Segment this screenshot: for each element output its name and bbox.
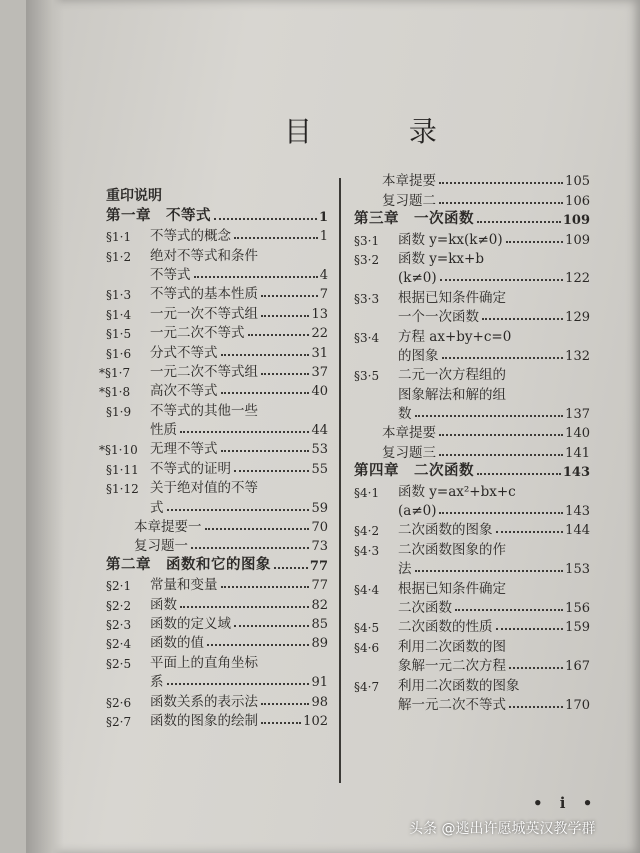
- page-ref: 82: [311, 597, 328, 613]
- page-ref: 73: [311, 539, 328, 555]
- section-number: §2·7: [106, 714, 132, 729]
- page-ref: 132: [565, 348, 590, 364]
- toc-entry-continuation: [106, 671, 328, 690]
- page-ref: 141: [565, 445, 590, 461]
- entry-label: 函数 y=ax²+bx+c: [398, 483, 516, 500]
- entry-label: 的图象: [398, 347, 439, 364]
- toc-entry-continuation: [106, 496, 328, 515]
- dot-leader: [167, 683, 310, 685]
- entry-label: 常量和变量: [150, 577, 218, 594]
- entry-label: 绝对不等式和条件: [150, 247, 258, 264]
- entry-label: 分式不等式: [150, 344, 218, 361]
- toc-entry: [354, 248, 590, 267]
- dot-leader: [234, 470, 309, 472]
- dot-leader: [439, 202, 563, 204]
- entry-label: 函数 y=kx+b: [398, 250, 484, 267]
- dot-leader: [234, 237, 318, 239]
- dot-leader: [442, 357, 564, 359]
- page-ref: 31: [311, 345, 328, 361]
- dot-leader: [221, 354, 310, 356]
- entry-label: 函数的图象的绘制: [150, 712, 258, 729]
- toc-summary: [106, 535, 328, 554]
- toc-entry-continuation: [354, 597, 590, 616]
- dot-leader: [214, 218, 317, 220]
- page-ref: 7: [319, 287, 328, 303]
- toc-entry: [106, 283, 328, 302]
- toc-chapter: [106, 554, 328, 573]
- dot-leader: [496, 628, 564, 630]
- dot-leader: [180, 606, 309, 608]
- section-number: §2·5: [106, 656, 132, 671]
- dot-leader: [207, 644, 309, 646]
- section-number: §1·6: [106, 346, 132, 361]
- toc-entry-continuation: [354, 383, 590, 402]
- entry-label: 方程 ax+by+c=0: [398, 328, 512, 345]
- toc-summary: [354, 170, 590, 189]
- page-ref: 143: [565, 504, 590, 520]
- dot-leader: [509, 706, 563, 708]
- section-number: *§1·8: [99, 385, 131, 400]
- dot-leader: [234, 625, 309, 627]
- page-ref: 167: [565, 659, 590, 675]
- entry-label: 利用二次函数的图: [398, 638, 506, 655]
- toc-summary: [354, 422, 590, 441]
- toc-entry: [106, 302, 328, 321]
- entry-label: 根据已知条件确定: [398, 580, 506, 597]
- page-ref: 22: [311, 326, 328, 342]
- toc-entry: [106, 710, 328, 729]
- entry-label: 二元一次方程组的: [398, 367, 506, 384]
- section-number: §4·3: [354, 543, 380, 558]
- dot-leader: [440, 279, 564, 281]
- entry-label: 二次函数: [398, 599, 452, 616]
- entry-label: 二次函数的图象: [398, 522, 493, 539]
- page-ref: 102: [303, 713, 328, 729]
- toc-entry: [106, 457, 328, 476]
- page-ref: 109: [562, 213, 590, 229]
- entry-label: 性质: [150, 422, 177, 439]
- page-ref: 4: [319, 267, 328, 283]
- entry-label: (k≠0): [398, 270, 437, 287]
- toc-entry: [354, 364, 590, 383]
- section-number: §2·2: [106, 598, 132, 613]
- entry-label: 函数 y=kx(k≠0): [398, 231, 503, 248]
- toc-entry: [354, 577, 590, 596]
- toc-entry: [106, 341, 328, 360]
- toc-entry: [99, 361, 328, 380]
- page-ref: 1: [319, 229, 328, 245]
- entry-label: 二次函数的性质: [398, 619, 493, 636]
- toc-entry: [106, 244, 328, 263]
- toc-entry-continuation: [354, 500, 590, 519]
- entry-label: 第三章 一次函数: [354, 210, 474, 228]
- toc-entry-continuation: [354, 558, 590, 577]
- section-number: §4·5: [354, 621, 380, 636]
- section-number: §3·4: [354, 330, 380, 345]
- dot-leader: [482, 318, 563, 320]
- entry-label: 数: [398, 406, 412, 423]
- toc-entry: [106, 593, 328, 612]
- toc-chapter: [106, 205, 328, 224]
- page-ref: 129: [565, 310, 590, 326]
- entry-label: 复习题三: [382, 444, 436, 461]
- dot-leader: [439, 454, 563, 456]
- dot-leader: [167, 509, 310, 511]
- dot-leader: [261, 315, 309, 317]
- dot-leader: [261, 722, 301, 724]
- section-number: §3·2: [354, 252, 380, 267]
- page-ref: 53: [311, 442, 328, 458]
- dot-leader: [261, 703, 309, 705]
- dot-leader: [221, 586, 310, 588]
- section-number: §1·1: [106, 230, 132, 245]
- page-ref: 13: [311, 306, 328, 322]
- dot-leader: [261, 295, 318, 297]
- section-number: §3·3: [354, 291, 380, 306]
- entry-label: 函数的定义域: [150, 615, 231, 632]
- toc-entry-continuation: [106, 419, 328, 438]
- entry-label: 复习题二: [382, 192, 436, 209]
- toc-entry: [106, 322, 328, 341]
- dot-leader: [496, 531, 564, 533]
- section-number: §1·5: [106, 327, 132, 342]
- book-binding: [26, 0, 64, 853]
- entry-label: 本章提要: [382, 173, 436, 190]
- dot-leader: [506, 241, 564, 243]
- toc-entry-continuation: [354, 655, 590, 674]
- toc-entry-continuation: [354, 403, 590, 422]
- page-ref: 1: [318, 209, 328, 225]
- toc-entry-continuation: [354, 345, 590, 364]
- dot-leader: [221, 392, 310, 394]
- toc-entry: [106, 477, 328, 496]
- section-number: §4·2: [354, 524, 380, 539]
- page-ref: 109: [565, 232, 590, 248]
- section-number: §3·1: [354, 233, 380, 248]
- page-ref: 140: [565, 426, 590, 442]
- toc-entry: [106, 399, 328, 418]
- toc-right-column: [354, 170, 590, 713]
- dot-leader: [477, 221, 561, 223]
- page-number: • i •: [533, 794, 599, 812]
- dot-leader: [194, 276, 318, 278]
- toc-entry: [354, 480, 590, 499]
- toc-entry-continuation: [354, 267, 590, 286]
- page-ref: 44: [311, 423, 328, 439]
- toc-entry-continuation: [354, 694, 590, 713]
- entry-label: 式: [150, 499, 164, 516]
- page-ref: 98: [311, 694, 328, 710]
- page-ref: 55: [311, 461, 328, 477]
- watermark: 头条 @逃出许愿城英汉教学群: [409, 821, 596, 837]
- toc-entry: [354, 635, 590, 654]
- page-ref: 170: [565, 697, 590, 713]
- dot-leader: [477, 473, 561, 475]
- toc-entry: [354, 616, 590, 635]
- dot-leader: [248, 334, 310, 336]
- toc-entry: [354, 538, 590, 557]
- page-ref: 37: [311, 364, 328, 380]
- section-number: §2·4: [106, 637, 132, 652]
- dot-leader: [191, 547, 309, 549]
- section-number: *§1·7: [99, 365, 131, 380]
- entry-label: 一元二次不等式: [150, 325, 245, 342]
- toc-left-column: [99, 186, 328, 729]
- toc-entry-continuation: [106, 264, 328, 283]
- dot-leader: [221, 450, 310, 452]
- entry-label: 函数: [150, 596, 177, 613]
- entry-label: 本章提要一: [134, 519, 202, 536]
- toc-entry: [99, 438, 328, 458]
- toc-entry: [106, 225, 328, 244]
- page-ref: 105: [565, 174, 590, 190]
- toc-entry: [354, 674, 590, 693]
- entry-label: 二次函数图象的作: [398, 541, 506, 558]
- entry-label: 第四章 二次函数: [354, 462, 474, 480]
- section-number: §2·3: [106, 617, 132, 632]
- section-number: §2·6: [106, 695, 132, 710]
- entry-label: 利用二次函数的图象: [398, 677, 520, 694]
- entry-label: 法: [398, 561, 412, 578]
- toc-entry: [106, 690, 328, 709]
- page-ref: 144: [565, 523, 590, 539]
- entry-label: 函数的值: [150, 635, 204, 652]
- entry-label: 不等式的证明: [150, 460, 231, 477]
- entry-label: 第二章 函数和它的图象: [106, 555, 271, 573]
- entry-label: 关于绝对值的不等: [150, 480, 258, 497]
- toc-chapter: [354, 461, 590, 480]
- entry-label: 本章提要: [382, 425, 436, 442]
- column-divider: [339, 178, 341, 783]
- entry-label: 平面上的直角坐标: [150, 654, 258, 671]
- page-ref: 106: [565, 193, 590, 209]
- dot-leader: [439, 512, 563, 514]
- dot-leader: [509, 667, 563, 669]
- entry-label: 一元一次不等式组: [150, 305, 258, 322]
- entry-label: 重印说明: [106, 188, 162, 205]
- dot-leader: [415, 415, 564, 417]
- dot-leader: [439, 182, 563, 184]
- section-number: §1·9: [106, 404, 132, 419]
- page-ref: 137: [565, 407, 590, 423]
- dot-leader: [439, 434, 563, 436]
- page-ref: 77: [311, 578, 328, 594]
- dot-leader: [205, 528, 310, 530]
- section-number: §1·11: [106, 462, 139, 477]
- dot-leader: [415, 570, 564, 572]
- entry-label: 不等式的基本性质: [150, 286, 258, 303]
- entry-label: 不等式的其他一些: [150, 402, 258, 419]
- entry-label: 第一章 不等式: [106, 206, 211, 224]
- dot-leader: [274, 567, 308, 569]
- page-ref: 91: [311, 675, 328, 691]
- page-ref: 85: [311, 616, 328, 632]
- page-title: 目 录: [284, 115, 481, 148]
- entry-label: 函数关系的表示法: [150, 693, 258, 710]
- toc-summary: [106, 516, 328, 535]
- page-ref: 159: [565, 620, 590, 636]
- section-number: §2·1: [106, 579, 132, 594]
- toc-chapter: [354, 209, 590, 228]
- toc-entry: [106, 613, 328, 632]
- entry-label: 解一元二次不等式: [398, 696, 506, 713]
- entry-label: 一元二次不等式组: [150, 363, 258, 380]
- section-number: §1·3: [106, 288, 132, 303]
- page-ref: 143: [562, 465, 590, 481]
- entry-label: (a≠0): [398, 503, 437, 520]
- dot-leader: [180, 431, 309, 433]
- toc-entry-continuation: [354, 306, 590, 325]
- toc-entry: [354, 325, 590, 344]
- page-ref: 40: [311, 384, 328, 400]
- section-number: §1·12: [106, 482, 139, 497]
- page-ref: 153: [565, 562, 590, 578]
- entry-label: 高次不等式: [150, 383, 218, 400]
- entry-label: 图象解法和解的组: [398, 386, 506, 403]
- toc-entry: [354, 519, 590, 538]
- section-number: *§1·10: [99, 443, 138, 458]
- toc-summary: [354, 441, 590, 460]
- toc-summary: [354, 189, 590, 208]
- entry-label: 一个一次函数: [398, 309, 479, 326]
- section-number: §4·4: [354, 582, 380, 597]
- toc-entry: [106, 574, 328, 593]
- toc-entry: [99, 380, 328, 400]
- page-ref: 89: [311, 636, 328, 652]
- book-page: [26, 0, 640, 853]
- toc-heading: [106, 186, 328, 205]
- section-number: §1·2: [106, 249, 132, 264]
- page-ref: 59: [311, 500, 328, 516]
- page-ref: 70: [311, 520, 328, 536]
- entry-label: 复习题一: [134, 538, 188, 555]
- toc-entry: [106, 632, 328, 651]
- toc-entry: [354, 286, 590, 305]
- section-number: §4·6: [354, 640, 380, 655]
- dot-leader: [455, 609, 563, 611]
- entry-label: 无理不等式: [150, 441, 218, 458]
- page-ref: 122: [565, 271, 590, 287]
- toc-entry: [106, 651, 328, 670]
- dot-leader: [261, 373, 309, 375]
- page-ref: 156: [565, 600, 590, 616]
- section-number: §1·4: [106, 307, 132, 322]
- entry-label: 不等式的概念: [150, 228, 231, 245]
- section-number: §4·1: [354, 485, 380, 500]
- toc-entry: [354, 228, 590, 247]
- section-number: §4·7: [354, 679, 380, 694]
- entry-label: 系: [150, 674, 164, 691]
- entry-label: 不等式: [150, 266, 191, 283]
- entry-label: 象解一元二次方程: [398, 658, 506, 675]
- entry-label: 根据已知条件确定: [398, 289, 506, 306]
- section-number: §3·5: [354, 369, 380, 384]
- page-ref: 77: [309, 558, 328, 574]
